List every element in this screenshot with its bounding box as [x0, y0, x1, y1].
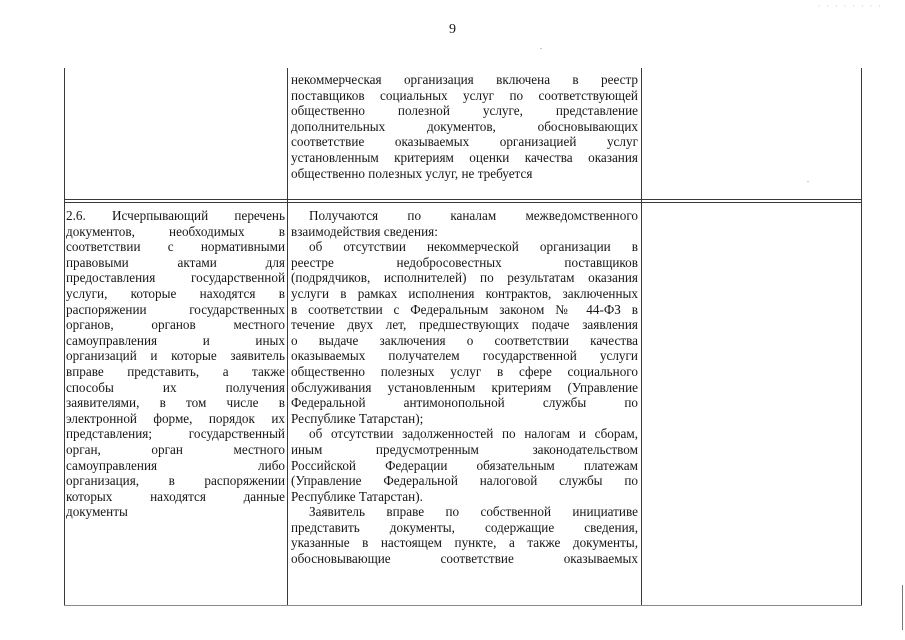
text-line: самоуправления и иных	[66, 332, 285, 348]
text-line: организаций и которые заявитель	[66, 348, 285, 364]
text-line: представления; государственный	[66, 426, 285, 442]
text-line: Получаются по каналам межведомственного	[309, 208, 638, 223]
text-line: представить документы, содержащие сведения,	[291, 519, 638, 535]
text-line: самоуправления либо	[66, 457, 285, 473]
table-line-right	[861, 68, 862, 606]
text-line: общественно полезных услуг в сфере социального	[291, 363, 638, 379]
text-line: Республике Татарстан);	[291, 410, 424, 426]
text-line: об отсутствии задолженностей по налогам и сборам,	[309, 426, 638, 442]
text-line: документов, необходимых в	[66, 223, 285, 239]
row-2-6-middle-cell	[291, 208, 638, 567]
text-line: взаимодействия сведения:	[291, 223, 438, 239]
table-bottom-edge	[64, 605, 862, 606]
text-line: в соответствии с Федеральным законом № 44-ФЗ в	[291, 301, 638, 317]
text-line: (подрядчиков, исполнителей) по результатам оказания	[291, 270, 638, 286]
text-line: о выдаче заключения о соответствии качества	[291, 332, 638, 348]
page-edge-mark	[902, 585, 903, 630]
text-line: заявителями, в том числе в	[66, 395, 285, 411]
text-line: услуги, которые находятся в	[66, 285, 285, 301]
text-line: обосновывающие соответствие оказываемых	[291, 551, 638, 567]
page-number: 9	[449, 22, 456, 37]
text-line: установленным критериям оценки качества оказания	[291, 149, 638, 165]
text-line: Федеральной антимонопольной службы по	[291, 395, 638, 411]
text-line: органов, органов местного	[66, 317, 285, 333]
text-line: которых находятся данные	[66, 488, 285, 504]
text-line: общественно полезных услуг, не требуется	[291, 165, 533, 181]
text-line: течение двух лет, предшествующих подаче заявления	[291, 317, 638, 333]
table-row-divider-double	[64, 202, 862, 203]
text-line: соответствии с нормативными	[66, 239, 285, 255]
text-line: дополнительных документов, обосновывающих	[291, 118, 638, 134]
text-line: электронной форме, порядок их	[66, 410, 285, 426]
text-line: об отсутствии некоммерческой организации в	[309, 239, 638, 255]
table-row-divider	[64, 199, 862, 200]
text-line: Республике Татарстан).	[291, 488, 423, 504]
scan-artifact-marks: · · · · · · · ·	[817, 2, 883, 11]
text-line: реестре недобросовестных поставщиков	[291, 254, 638, 270]
table-line-left	[64, 68, 65, 606]
text-line: некоммерческая организация включена в реестр	[291, 72, 638, 87]
text-line: (Управление Федеральной налоговой службы по	[291, 473, 638, 489]
text-line: организация, в распоряжении	[66, 473, 285, 489]
text-line: общественно полезной услуге, представление	[291, 103, 638, 119]
table-line-col2	[641, 68, 642, 606]
text-line: соответствие оказываемых организацией услуг	[291, 134, 638, 150]
row-2-6-left-cell	[66, 208, 285, 520]
scan-speck	[807, 181, 809, 182]
text-line: вправе представить, а также	[66, 363, 285, 379]
text-line: иным предусмотренным законодательством	[291, 441, 638, 457]
text-line: указанные в настоящем пункте, а также документы,	[291, 535, 638, 551]
scan-speck	[540, 48, 542, 49]
text-line: распоряжении государственных	[66, 301, 285, 317]
text-line: поставщиков социальных услуг по соответствующей	[291, 87, 638, 103]
text-line: Заявитель вправе по собственной инициативе	[309, 504, 638, 520]
text-line: оказываемых получателем государственной услуги	[291, 348, 638, 364]
text-line: услуги в рамках исполнения контрактов, заключенных	[291, 285, 638, 301]
text-line: предоставления государственной	[66, 270, 285, 286]
table-line-col1	[287, 68, 288, 606]
text-line: документы	[66, 504, 128, 520]
text-line: обслуживания установленным критериям (Управление	[291, 379, 638, 395]
text-line: способы их получения	[66, 379, 285, 395]
text-line: орган, орган местного	[66, 441, 285, 457]
text-line: 2.6. Исчерпывающий перечень	[66, 208, 285, 223]
top-row-middle-cell	[291, 72, 638, 181]
text-line: правовыми актами для	[66, 254, 285, 270]
text-line: Российской Федерации обязательным платежам	[291, 457, 638, 473]
